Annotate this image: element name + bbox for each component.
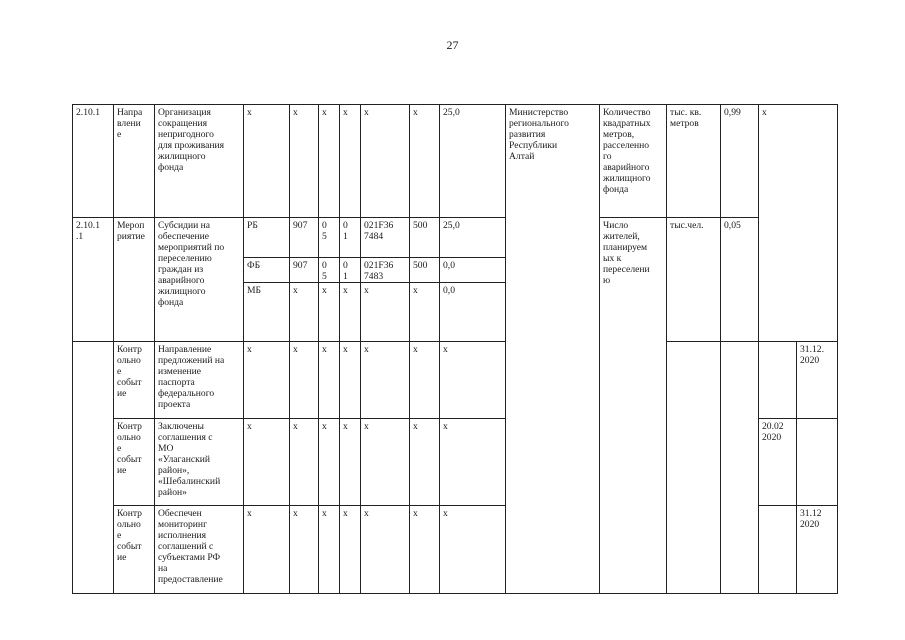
code-col-1-cell: x xyxy=(244,342,290,419)
program-table xyxy=(72,104,838,594)
table-row xyxy=(73,218,838,258)
row-code-cell xyxy=(73,506,114,594)
amount-cell: x xyxy=(440,419,506,506)
code-col-5-cell: x xyxy=(361,105,410,218)
row-code-cell: 2.10.1 .1 xyxy=(73,218,114,342)
code-col-4-cell: x xyxy=(340,419,361,506)
page-number: 27 xyxy=(446,38,459,52)
code-col-2-cell: x xyxy=(290,506,319,594)
mark-cell: x xyxy=(759,105,838,218)
row-code-cell xyxy=(73,342,114,419)
row-name-cell: Обеспечен мониторинг исполнения соглашений с субъектами РФ на предоставление xyxy=(155,506,244,594)
amount-cell: x xyxy=(440,342,506,419)
date-start-cell: 20.02 2020 xyxy=(759,419,797,506)
code-col-6-cell: 500 xyxy=(410,258,440,283)
code-col-2-cell: x xyxy=(290,283,319,342)
code-col-6-cell: x xyxy=(410,419,440,506)
row-type-cell: Контр ольно е событ ие xyxy=(114,506,155,594)
row-code-cell: 2.10.1 xyxy=(73,105,114,218)
date-start-cell xyxy=(759,506,797,594)
amount-cell: x xyxy=(440,506,506,594)
code-col-4-cell: x xyxy=(340,283,361,342)
row-name-cell: Организация сокращения непригодного для проживания жилищного фонда xyxy=(155,105,244,218)
row-type-cell: Напра влени е xyxy=(114,105,155,218)
amount-cell: 25,0 xyxy=(440,218,506,258)
date-start-cell xyxy=(759,342,797,419)
indicator-cell: Количество квадратных метров, расселенно го аварийного жилищного фонда xyxy=(600,105,667,218)
date-end-cell: 31.12. 2020 xyxy=(797,342,838,419)
code-col-5-cell: x xyxy=(361,506,410,594)
row-type-cell: Мероп риятие xyxy=(114,218,155,342)
code-col-3-cell: 0 5 xyxy=(319,258,340,283)
code-col-2-cell: x xyxy=(290,105,319,218)
code-col-5-cell: 021F36 7484 xyxy=(361,218,410,258)
code-col-6-cell: x xyxy=(410,506,440,594)
amount-cell: 0,0 xyxy=(440,283,506,342)
empty-cell xyxy=(759,218,838,342)
unit-cell: тыс.чел. xyxy=(667,218,721,342)
table-row xyxy=(73,105,838,218)
row-name-cell: Направление предложений на изменение паспорта федерального проекта xyxy=(155,342,244,419)
code-col-6-cell: x xyxy=(410,342,440,419)
code-col-6-cell: 500 xyxy=(410,218,440,258)
row-type-cell: Контр ольно е событ ие xyxy=(114,419,155,506)
code-col-3-cell: x xyxy=(319,283,340,342)
code-col-4-cell: x xyxy=(340,105,361,218)
row-code-cell xyxy=(73,419,114,506)
code-col-2-cell: x xyxy=(290,342,319,419)
date-end-cell xyxy=(797,419,838,506)
code-col-1-cell: x xyxy=(244,506,290,594)
unit-cell xyxy=(667,342,721,594)
code-col-1-cell: ФБ xyxy=(244,258,290,283)
code-col-5-cell: x xyxy=(361,419,410,506)
code-col-1-cell: РБ xyxy=(244,218,290,258)
code-col-4-cell: x xyxy=(340,506,361,594)
executor-cell: Министерство регионального развития Республики Алтай xyxy=(506,105,600,594)
code-col-1-cell: x xyxy=(244,105,290,218)
code-col-3-cell: 0 5 xyxy=(319,218,340,258)
code-col-4-cell: x xyxy=(340,342,361,419)
code-col-3-cell: x xyxy=(319,506,340,594)
value-cell xyxy=(721,342,759,594)
code-col-1-cell: МБ xyxy=(244,283,290,342)
unit-cell: тыс. кв. метров xyxy=(667,105,721,218)
code-col-4-cell: 0 1 xyxy=(340,218,361,258)
row-name-cell: Заключены соглашения с МО «Улаганский район», «Шебалинский район» xyxy=(155,419,244,506)
table-row xyxy=(73,342,838,419)
code-col-3-cell: x xyxy=(319,342,340,419)
code-col-5-cell: x xyxy=(361,342,410,419)
code-col-5-cell: 021F36 7483 xyxy=(361,258,410,283)
date-end-cell: 31.12 2020 xyxy=(797,506,838,594)
code-col-3-cell: x xyxy=(319,419,340,506)
code-col-2-cell: 907 xyxy=(290,218,319,258)
indicator-cell: Число жителей, планируем ых к переселени ю xyxy=(600,218,667,594)
value-cell: 0,05 xyxy=(721,218,759,342)
code-col-6-cell: x xyxy=(410,283,440,342)
value-cell: 0,99 xyxy=(721,105,759,218)
code-col-2-cell: x xyxy=(290,419,319,506)
code-col-6-cell: x xyxy=(410,105,440,218)
amount-cell: 0,0 xyxy=(440,258,506,283)
code-col-4-cell: 0 1 xyxy=(340,258,361,283)
row-type-cell: Контр ольно е событ ие xyxy=(114,342,155,419)
code-col-3-cell: x xyxy=(319,105,340,218)
code-col-1-cell: x xyxy=(244,419,290,506)
code-col-2-cell: 907 xyxy=(290,258,319,283)
code-col-5-cell: x xyxy=(361,283,410,342)
row-name-cell: Субсидии на обеспечение мероприятий по переселению граждан из аварийного жилищного фонда xyxy=(155,218,244,342)
amount-cell: 25,0 xyxy=(440,105,506,218)
